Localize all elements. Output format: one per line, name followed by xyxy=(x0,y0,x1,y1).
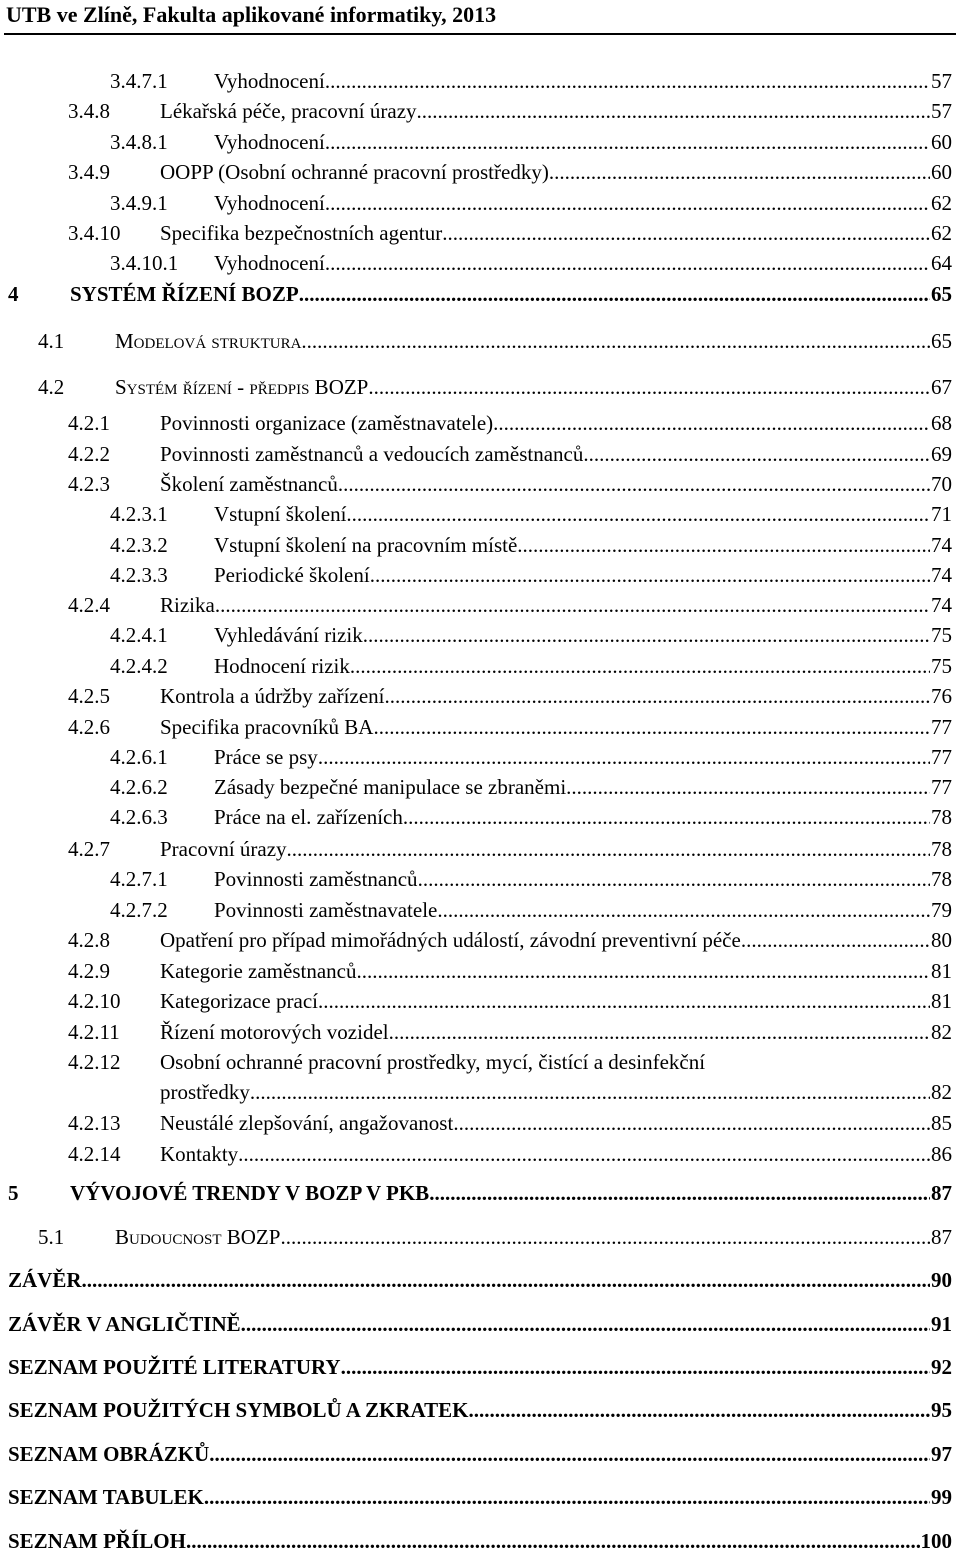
toc-entry-page: 75 xyxy=(931,623,952,647)
toc-entry-title: Práce na el. zařízeních xyxy=(214,805,403,829)
toc-entry-title: Povinnosti zaměstnavatele xyxy=(214,898,438,922)
toc-leader-dots xyxy=(325,191,930,216)
toc-leader-dots xyxy=(363,623,930,648)
toc-entry-title: Modelová struktura xyxy=(115,329,302,353)
toc-entry-page: 57 xyxy=(931,69,952,93)
toc-entry-number: 4.2.7.1 xyxy=(110,867,168,891)
toc-entry-title: Hodnocení rizik xyxy=(214,654,350,678)
toc-entry-title: Vyhodnocení xyxy=(214,191,325,215)
toc-leader-dots xyxy=(241,1312,930,1337)
toc-entry-title: Povinnosti zaměstnanců xyxy=(214,867,418,891)
toc-entry-title: SEZNAM POUŽITÝCH SYMBOLŮ A ZKRATEK xyxy=(8,1398,469,1422)
toc-entry-title: Vstupní školení na pracovním místě xyxy=(214,533,518,557)
toc-leader-dots xyxy=(287,837,930,862)
toc-leader-dots xyxy=(250,1080,930,1105)
toc-entry-page: 99 xyxy=(931,1485,952,1509)
toc-entry-title: Opatření pro případ mimořádných událostí, závodní preventivní péče xyxy=(160,928,741,952)
toc-entry-page: 77 xyxy=(931,715,952,739)
toc-entry-page: 57 xyxy=(931,99,952,123)
toc-entry-page: 81 xyxy=(931,989,952,1013)
toc-entry-title: Specifika bezpečnostních agentur xyxy=(160,221,443,245)
toc-entry-number: 4.2.12 xyxy=(68,1050,121,1074)
toc-entry-number: 5 xyxy=(8,1181,19,1205)
toc-leader-dots xyxy=(318,989,930,1014)
toc-entry-page: 67 xyxy=(931,375,952,399)
toc-entry-page: 87 xyxy=(931,1181,952,1205)
toc-entry-page: 81 xyxy=(931,959,952,983)
toc-entry-title: Kategorizace prací xyxy=(160,989,318,1013)
toc-entry-page: 78 xyxy=(931,837,952,861)
toc-entry-number: 4.2.6.2 xyxy=(110,775,168,799)
toc-entry-title: Lékařská péče, pracovní úrazy xyxy=(160,99,417,123)
toc-entry-page: 92 xyxy=(931,1355,952,1379)
toc-leader-dots xyxy=(341,1355,930,1380)
toc-leader-dots xyxy=(493,411,930,436)
toc-leader-dots xyxy=(549,160,930,185)
toc-leader-dots xyxy=(238,1142,930,1167)
toc-entry-page: 79 xyxy=(931,898,952,922)
toc-entry-page: 65 xyxy=(931,329,952,353)
toc-entry-number: 4.2.3.3 xyxy=(110,563,168,587)
toc-leader-dots xyxy=(82,1268,930,1293)
toc-entry-number: 4.2.6.1 xyxy=(110,745,168,769)
toc-entry-title: Rizika xyxy=(160,593,215,617)
toc-entry-page: 75 xyxy=(931,654,952,678)
toc-entry-title: Vyhledávání rizik xyxy=(214,623,363,647)
toc-leader-dots xyxy=(429,1181,930,1206)
toc-entry-page: 62 xyxy=(931,221,952,245)
toc-entry-page: 74 xyxy=(931,533,952,557)
toc-leader-dots xyxy=(741,928,930,953)
toc-entry-title: Práce se psy xyxy=(214,745,318,769)
toc-entry-title: Osobní ochranné pracovní prostředky, mycí, čistící a desinfekční xyxy=(160,1050,706,1074)
toc-leader-dots xyxy=(373,715,930,740)
toc-entry-title: SEZNAM TABULEK xyxy=(8,1485,204,1509)
toc-entry-page: 82 xyxy=(931,1020,952,1044)
toc-entry-page: 74 xyxy=(931,563,952,587)
toc-entry-number: 4.2.14 xyxy=(68,1142,121,1166)
toc-leader-dots xyxy=(442,221,930,246)
toc-entry-page: 91 xyxy=(931,1312,952,1336)
toc-entry-number: 3.4.8 xyxy=(68,99,110,123)
toc-leader-dots xyxy=(583,442,930,467)
toc-leader-dots xyxy=(384,684,930,709)
toc-entry-page: 86 xyxy=(931,1142,952,1166)
toc-leader-dots xyxy=(325,251,930,276)
toc-entry-page: 87 xyxy=(931,1225,952,1249)
toc-leader-dots xyxy=(403,805,930,830)
toc-entry-page: 97 xyxy=(931,1442,952,1466)
toc-entry-number: 3.4.8.1 xyxy=(110,130,168,154)
toc-entry-number: 4.2.1 xyxy=(68,411,110,435)
toc-leader-dots xyxy=(357,959,931,984)
toc-leader-dots xyxy=(280,1225,930,1250)
toc-entry-title: SEZNAM OBRÁZKŮ xyxy=(8,1442,210,1466)
toc-entry-title: Zásady bezpečné manipulace se zbraněmi xyxy=(214,775,567,799)
header-rule xyxy=(4,33,956,35)
toc-entry-title: Budoucnost BOZP xyxy=(115,1225,281,1249)
toc-entry-title: Vyhodnocení xyxy=(214,69,325,93)
toc-entry-page: 64 xyxy=(931,251,952,275)
toc-entry-number: 4.1 xyxy=(38,329,65,353)
toc-entry-number: 4 xyxy=(8,282,19,306)
toc-entry-page: 85 xyxy=(931,1111,952,1135)
toc-leader-dots xyxy=(346,502,930,527)
toc-entry-number: 4.2 xyxy=(38,375,65,399)
toc-entry-page: 71 xyxy=(931,502,952,526)
toc-entry-number: 4.2.4.2 xyxy=(110,654,168,678)
toc-entry-title: Specifika pracovníků BA xyxy=(160,715,374,739)
toc-leader-dots xyxy=(566,775,930,800)
toc-entry-number: 4.2.4.1 xyxy=(110,623,168,647)
toc-entry-title: Kontrola a údržby zařízení xyxy=(160,684,385,708)
toc-leader-dots xyxy=(301,329,930,354)
toc-entry-title: Systém řízení - předpis BOZP xyxy=(115,375,369,399)
toc-leader-dots xyxy=(299,282,930,307)
toc-entry-title: ZÁVĚR V ANGLIČTINĚ xyxy=(8,1312,241,1336)
toc-leader-dots xyxy=(370,563,930,588)
toc-entry-title: SEZNAM POUŽITÉ LITERATURY xyxy=(8,1355,341,1379)
toc-entry-page: 76 xyxy=(931,684,952,708)
toc-entry-number: 3.4.10 xyxy=(68,221,121,245)
toc-leader-dots xyxy=(325,69,930,94)
toc-entry-page: 65 xyxy=(931,282,952,306)
toc-entry-title: SEZNAM PŘÍLOH xyxy=(8,1529,186,1553)
toc-entry-title: OOPP (Osobní ochranné pracovní prostředky) xyxy=(160,160,549,184)
toc-leader-dots xyxy=(318,745,930,770)
toc-entry-number: 4.2.6.3 xyxy=(110,805,168,829)
toc-entry-page: 95 xyxy=(931,1398,952,1422)
toc-entry-title: Školení zaměstnanců xyxy=(160,472,338,496)
toc-leader-dots xyxy=(204,1485,930,1510)
toc-entry-page: 77 xyxy=(931,745,952,769)
toc-entry-number: 4.2.8 xyxy=(68,928,110,952)
toc-entry-title: Periodické školení xyxy=(214,563,370,587)
toc-entry-page: 100 xyxy=(920,1529,952,1553)
toc-entry-page: 70 xyxy=(931,472,952,496)
toc-entry-page: 78 xyxy=(931,805,952,829)
toc-leader-dots xyxy=(517,533,930,558)
toc-entry-page: 74 xyxy=(931,593,952,617)
toc-entry-title: Pracovní úrazy xyxy=(160,837,287,861)
toc-entry-title-continued: prostředky xyxy=(160,1080,250,1104)
toc-entry-title: Vyhodnocení xyxy=(214,130,325,154)
toc-entry-title: Řízení motorových vozidel xyxy=(160,1020,389,1044)
toc-entry-number: 3.4.9 xyxy=(68,160,110,184)
toc-entry-title: Neustálé zlepšování, angažovanost xyxy=(160,1111,454,1135)
toc-entry-number: 4.2.5 xyxy=(68,684,110,708)
toc-entry-page: 68 xyxy=(931,411,952,435)
toc-entry-number: 4.2.3.2 xyxy=(110,533,168,557)
toc-entry-number: 4.2.10 xyxy=(68,989,121,1013)
toc-entry-title: Vyhodnocení xyxy=(214,251,325,275)
toc-entry-page: 82 xyxy=(931,1080,952,1104)
toc-entry-number: 4.2.6 xyxy=(68,715,110,739)
toc-entry-title: Vstupní školení xyxy=(214,502,347,526)
toc-leader-dots xyxy=(389,1020,930,1045)
toc-entry-title: ZÁVĚR xyxy=(8,1268,82,1292)
header-title: UTB ve Zlíně, Fakulta aplikované informatiky, 2013 xyxy=(6,2,497,27)
toc-entry-number: 3.4.9.1 xyxy=(110,191,168,215)
toc-entry-title: SYSTÉM ŘÍZENÍ BOZP xyxy=(70,282,299,306)
toc-entry-number: 4.2.2 xyxy=(68,442,110,466)
toc-entry-page: 69 xyxy=(931,442,952,466)
toc-leader-dots xyxy=(209,1442,930,1467)
toc-entry-number: 4.2.11 xyxy=(68,1020,120,1044)
toc-leader-dots xyxy=(469,1398,930,1423)
toc-leader-dots xyxy=(368,375,930,400)
toc-leader-dots xyxy=(338,472,930,497)
toc-entry-title: VÝVOJOVÉ TRENDY V BOZP V PKB xyxy=(70,1181,430,1205)
toc-entry-number: 4.2.7.2 xyxy=(110,898,168,922)
toc-leader-dots xyxy=(186,1529,920,1554)
toc-entry-number: 4.2.3.1 xyxy=(110,502,168,526)
toc-entry-number: 4.2.13 xyxy=(68,1111,121,1135)
toc-entry-number: 4.2.7 xyxy=(68,837,110,861)
toc-entry-title: Povinnosti zaměstnanců a vedoucích zaměstnanců xyxy=(160,442,584,466)
toc-entry-number: 4.2.9 xyxy=(68,959,110,983)
toc-entry-page: 62 xyxy=(931,191,952,215)
toc-entry-number: 4.2.4 xyxy=(68,593,110,617)
toc-leader-dots xyxy=(453,1111,930,1136)
toc-entry-page: 90 xyxy=(931,1268,952,1292)
toc-entry-page: 80 xyxy=(931,928,952,952)
toc-entry-title: Kontakty xyxy=(160,1142,239,1166)
toc-leader-dots xyxy=(418,867,930,892)
toc-entry-number: 5.1 xyxy=(38,1225,65,1249)
toc-leader-dots xyxy=(417,99,930,124)
toc-entry-number: 3.4.10.1 xyxy=(110,251,179,275)
toc-entry-page: 78 xyxy=(931,867,952,891)
toc-leader-dots xyxy=(350,654,930,679)
toc-entry-page: 77 xyxy=(931,775,952,799)
toc-entry-number: 3.4.7.1 xyxy=(110,69,168,93)
toc-entry-title: Povinnosti organizace (zaměstnavatele) xyxy=(160,411,494,435)
toc-entry-page: 60 xyxy=(931,160,952,184)
toc-entry-title: Kategorie zaměstnanců xyxy=(160,959,357,983)
toc-entry-number: 4.2.3 xyxy=(68,472,110,496)
toc-entry-page: 60 xyxy=(931,130,952,154)
toc-leader-dots xyxy=(437,898,930,923)
toc-leader-dots xyxy=(215,593,930,618)
page-header xyxy=(0,0,960,42)
toc-leader-dots xyxy=(325,130,930,155)
